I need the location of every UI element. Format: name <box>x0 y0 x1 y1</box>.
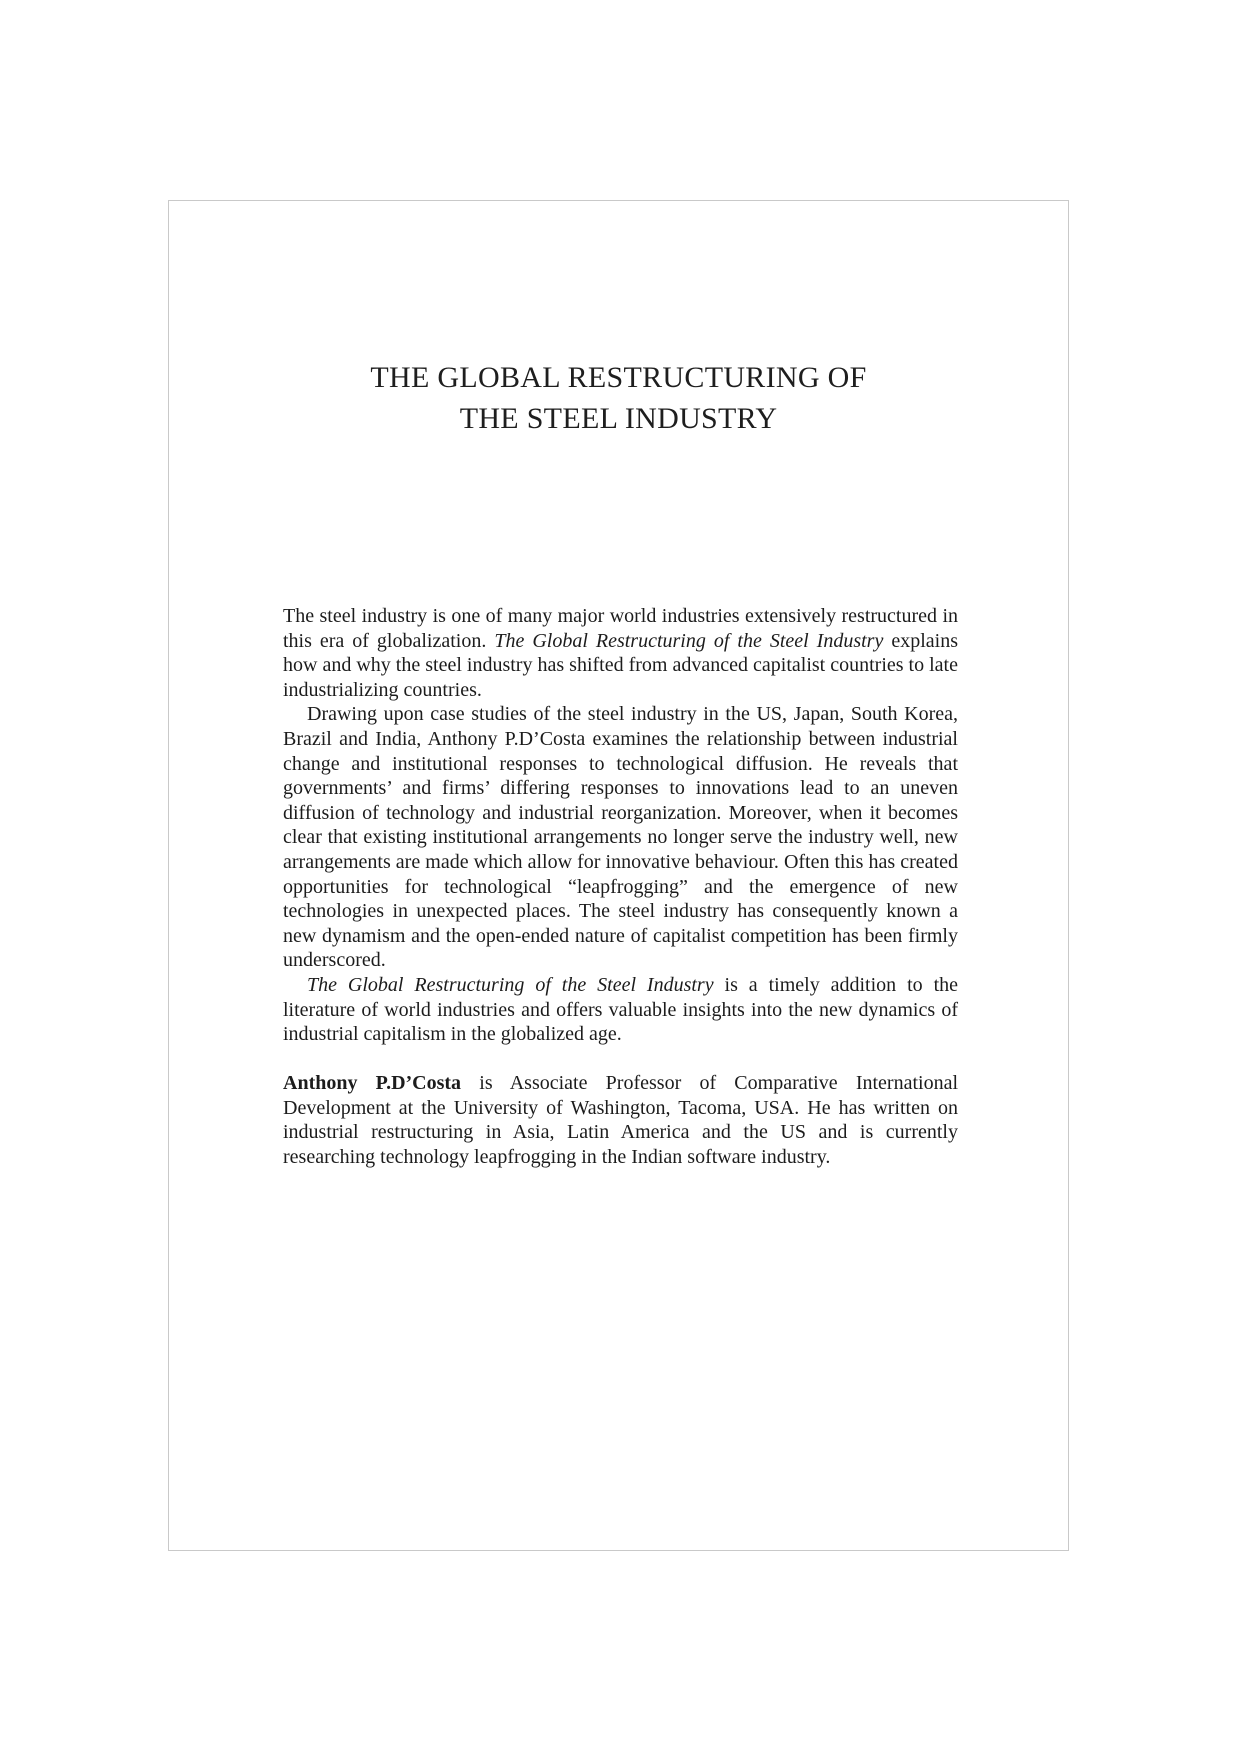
blurb-p1-start: The steel industry is one of many major world industries extensively restructured in this era of globalization. <box>283 605 958 652</box>
blurb-text <box>283 604 958 1170</box>
book-title-line-2: THE STEEL INDUSTRY <box>459 402 778 435</box>
blurb-paragraph-2: Drawing upon case studies of the steel industry in the US, Japan, South Korea, Brazil and India, Anthony P.D’Costa examines the relationship between industrial change and institutional responses to technological diffusion. He reveals that governments’ and firms’ differing responses to innovations lead to an uneven diffusion of technology and industrial reorganization. Moreover, when it becomes clear that existing institutional arrangements no longer serve the industry well, new arrangements are made which allow for innovative behaviour. Often this has created opportunities for technological “leapfrogging” and the emergence of new technologies in unexpected places. The steel industry has consequently known a new dynamism and the open-ended nature of capitalist competition has been firmly underscored. <box>283 703 958 972</box>
book-title <box>168 357 1069 439</box>
blurb-paragraph-3 <box>283 973 958 1047</box>
blurb-p3-end: is a timely addition to the literature of world industries and offers valuable insights into the new dynamics of industrial capitalism in the globalized age. <box>283 973 958 1046</box>
blurb-p1-end: explains how and why the steel industry has shifted from advanced capitalist countries to late industrializing countries. <box>283 629 958 701</box>
blurb-p1-book-title: The Global Restructuring of the Steel Industry <box>494 629 884 652</box>
author-bio <box>283 1071 958 1169</box>
blurb-p3-book-title: The Global Restructuring of the Steel Industry <box>307 973 714 996</box>
book-title-line-1: THE GLOBAL RESTRUCTURING OF <box>370 361 867 394</box>
author-name: Anthony P.D’Costa <box>283 1072 462 1095</box>
author-bio-text: is Associate Professor of Comparative International Development at the University of Washington, Tacoma, USA. He has written on industrial restructuring in Asia, Latin America and the US and is currently researching technology leapfrogging in the Indian software industry. <box>283 1072 958 1169</box>
blurb-paragraph-1 <box>283 604 958 702</box>
